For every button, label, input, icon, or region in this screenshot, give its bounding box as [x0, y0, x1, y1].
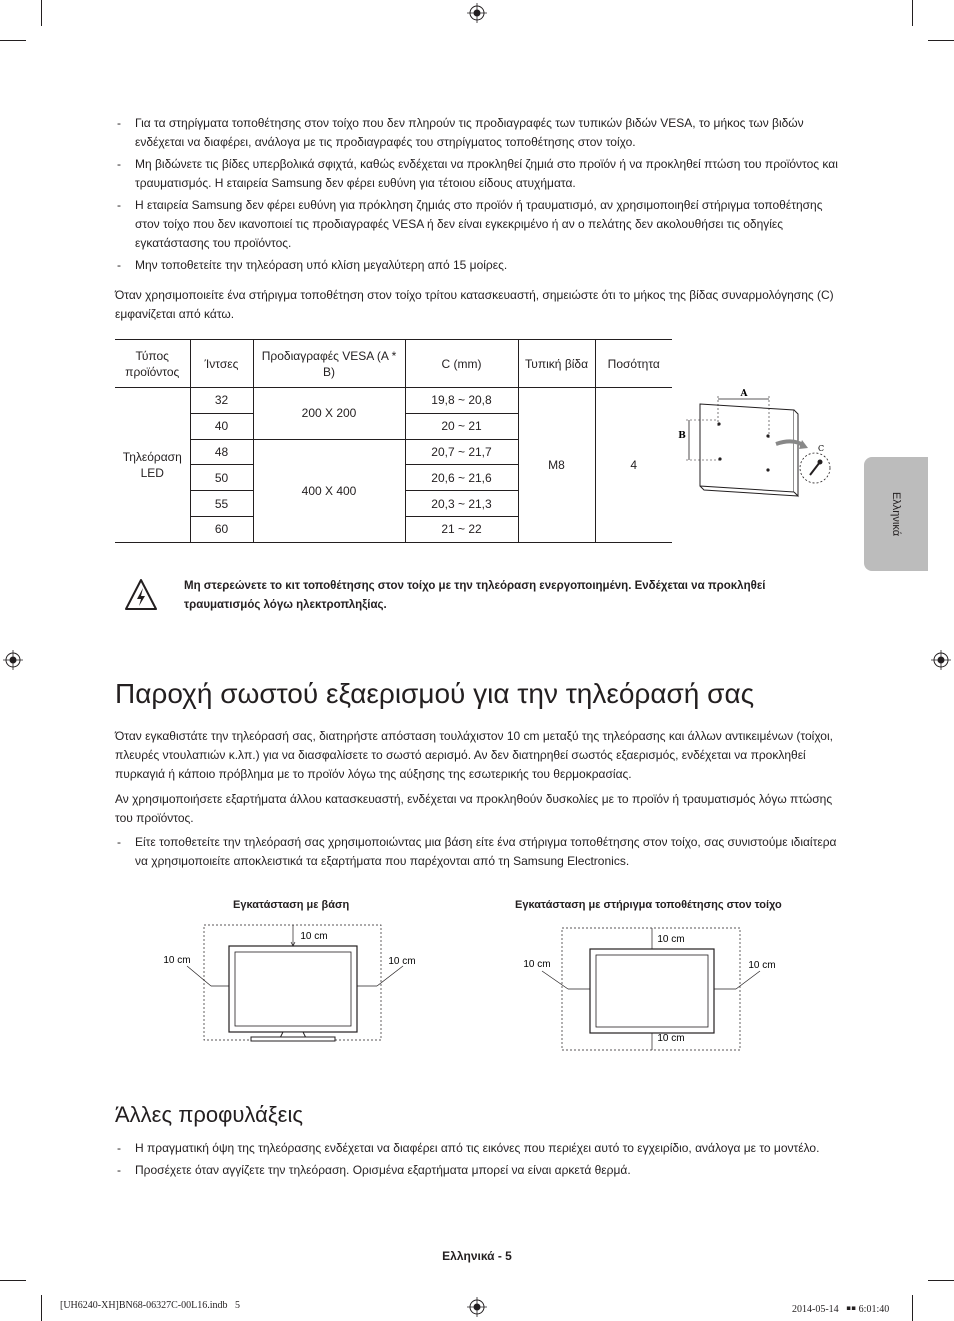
cell-c: 19,8 ~ 20,8: [405, 388, 518, 414]
cell-c: 20 ~ 21: [405, 413, 518, 439]
cell-inches: 55: [190, 491, 253, 517]
cell-product-type: Τηλεόραση LED: [115, 388, 190, 543]
crop-mark: [912, 0, 913, 26]
col-header-quantity: Ποσότητα: [595, 340, 672, 388]
other-precautions-title: Άλλες προφυλάξεις: [115, 1102, 303, 1127]
distance-bottom-label: 10 cm: [657, 1033, 685, 1044]
distance-right-label: 10 cm: [388, 956, 416, 967]
crop-mark: [912, 1295, 913, 1321]
page-number: Ελληνικά - 5: [442, 1249, 512, 1263]
col-header-vesa: Προδιαγραφές VESA (A * B): [253, 340, 405, 388]
registration-mark-icon: [467, 1297, 487, 1317]
cell-vesa: 400 X 400: [253, 439, 405, 542]
cell-inches: 40: [190, 413, 253, 439]
table-row: [115, 388, 672, 414]
list-item: - Για τα στηρίγματα τοποθέτησης στον τοίχο που δεν πληρούν τις προδιαγραφές των τυπικών βιδών VESA, το μήκος των βιδών ενδέχεται να διαφέρει, ανάλογα με τις προδιαγραφές του στηρίγματος τοποθέτησης στον τοίχο.: [117, 116, 804, 149]
ventilation-title: Παροχή σωστού εξαερισμού για την τηλεόρασή σας: [115, 678, 755, 709]
list-item: - Προσέχετε όταν αγγίζετε την τηλεόραση. Ορισμένα εξαρτήματα μπορεί να είναι αρκετά θερμά.: [117, 1163, 631, 1177]
col-header-product-type: Τύπος προϊόντος: [115, 340, 190, 388]
warning-text: Μη στερεώνετε το κιτ τοποθέτησης στον τοίχο με την τηλεόραση ενεργοποιημένη. Ενδέχεται να προκληθεί τραυματισμός λόγω ηλεκτροπληξίας.: [184, 580, 766, 611]
list-item: - Μην τοποθετείτε την τηλεόραση υπό κλίση μεγαλύτερη από 15 μοίρες.: [117, 258, 508, 272]
distance-top-label: 10 cm: [657, 934, 685, 945]
registration-mark-icon: [931, 650, 951, 670]
label-b: B: [678, 431, 686, 441]
list-item: - Η εταιρεία Samsung δεν φέρει ευθύνη για πρόκληση ζημιάς στο προϊόν ή τραυματισμό, αν χρησιμοποιηθεί στήριγμα τοποθέτησης στον τοίχο που δεν ικανοποιεί τις προδιαγραφές VESA ή δεν είναι εγκεκριμένο ή αν ο πελάτης δεν ακολουθήσει τις οδηγίες εγκατάστασης του προϊόντος.: [117, 198, 823, 250]
col-header-screw: Τυπική βίδα: [518, 340, 595, 388]
footer-file-info: [UH6240-XH]BN68-06327C-00L16.indb 5: [60, 1300, 240, 1311]
ventilation-paragraph-1: Όταν εγκαθιστάτε την τηλεόρασή σας, διατηρήστε απόσταση τουλάχιστον 10 cm μεταξύ της τηλεόρασης και άλλων αντικειμένων (τοίχοι, πλευρές ντουλαπιών κ.λπ.) για να διασφαλίσετε το σωστό αερισμό. Αν δεν διατηρηθεί σωστός εξαερισμός, ενδέχεται να προκληθεί πυρκαγιά ή κάποιο πρόβλημα με το προϊόν λόγω της αύξησης της εσωτερικής του θερμοκρασίας.: [115, 729, 833, 781]
crop-mark: [0, 40, 26, 41]
cell-c: 21 ~ 22: [405, 516, 518, 542]
footer-timestamp: 2014-05-14 ￭￭ 6:01:40: [792, 1304, 890, 1315]
cell-quantity: 4: [595, 388, 672, 543]
cell-c: 20,3 ~ 21,3: [405, 491, 518, 517]
wall-mount-notes: [115, 114, 845, 278]
third-party-note: Όταν χρησιμοποιείτε ένα στήριγμα τοποθέτηση στον τοίχο τρίτου κατασκευαστή, σημειώστε ότι το μήκος της βίδας συναρμολόγησης (C) εμφανίζεται από κάτω.: [115, 288, 834, 321]
list-item: - Είτε τοποθετείτε την τηλεόρασή σας χρησιμοποιώντας μια βάση είτε ένα στήριγμα τοποθέτησης στον τοίχο, σας συνιστούμε ιδιαίτερα να χρησιμοποιείτε αποκλειστικά τα εξαρτήματα που παρέχονται από τη Samsung Electronics.: [117, 835, 837, 868]
registration-mark-icon: [3, 650, 23, 670]
vesa-spec-table: [115, 339, 672, 543]
distance-left-label: 10 cm: [523, 959, 551, 970]
cell-inches: 60: [190, 516, 253, 542]
cell-inches: 32: [190, 388, 253, 414]
registration-mark-icon: [467, 3, 487, 23]
label-a: A: [740, 389, 748, 399]
cell-c: 20,6 ~ 21,6: [405, 465, 518, 491]
cell-inches: 50: [190, 465, 253, 491]
distance-right-label: 10 cm: [748, 960, 776, 971]
ventilation-paragraph-2: Αν χρησιμοποιήσετε εξαρτήματα άλλου κατασκευαστή, ενδέχεται να προκληθούν δυσκολίες με το προϊόν ή τραυματισμός λόγω πτώσης του προϊόντος.: [115, 792, 833, 825]
crop-mark: [41, 1295, 42, 1321]
distance-left-label: 10 cm: [163, 955, 191, 966]
ventilation-notes: [115, 833, 845, 874]
col-header-c-mm: C (mm): [405, 340, 518, 388]
wall-install-diagram: [512, 925, 792, 1055]
cell-c: 20,7 ~ 21,7: [405, 439, 518, 465]
stand-install-diagram: [155, 920, 435, 1045]
col-header-inches: Ίντσες: [190, 340, 253, 388]
other-precautions-list: [115, 1139, 845, 1183]
crop-mark: [41, 0, 42, 26]
electric-shock-warning-icon: [124, 578, 158, 612]
tv-back-mount-diagram: [676, 382, 836, 500]
wall-install-caption: Εγκατάσταση με στήριγμα τοποθέτησης στον τοίχο: [515, 899, 782, 911]
language-side-tab: Ελληνικά: [864, 457, 928, 571]
list-item: - Η πραγματική όψη της τηλεόρασης ενδέχεται να διαφέρει από τις εικόνες που περιέχει αυτό το εγχειρίδιο, ανάλογα με το μοντέλο.: [117, 1141, 820, 1155]
stand-install-caption: Εγκατάσταση με βάση: [233, 899, 350, 911]
distance-top-label: 10 cm: [300, 931, 328, 942]
label-c: C: [818, 444, 825, 453]
cell-screw: M8: [518, 388, 595, 543]
table-header-row: [115, 340, 672, 388]
cell-vesa: 200 X 200: [253, 388, 405, 440]
crop-mark: [928, 40, 954, 41]
list-item: - Μη βιδώνετε τις βίδες υπερβολικά σφιχτά, καθώς ενδέχεται να προκληθεί ζημιά στο προϊόν ή να προκληθεί πτώση του προϊόντος και τραυματισμός. Η εταιρεία Samsung δεν φέρει ευθύνη για τέτοιου είδους ατυχήματα.: [117, 157, 838, 190]
crop-mark: [928, 1280, 954, 1281]
cell-inches: 48: [190, 439, 253, 465]
crop-mark: [0, 1280, 26, 1281]
